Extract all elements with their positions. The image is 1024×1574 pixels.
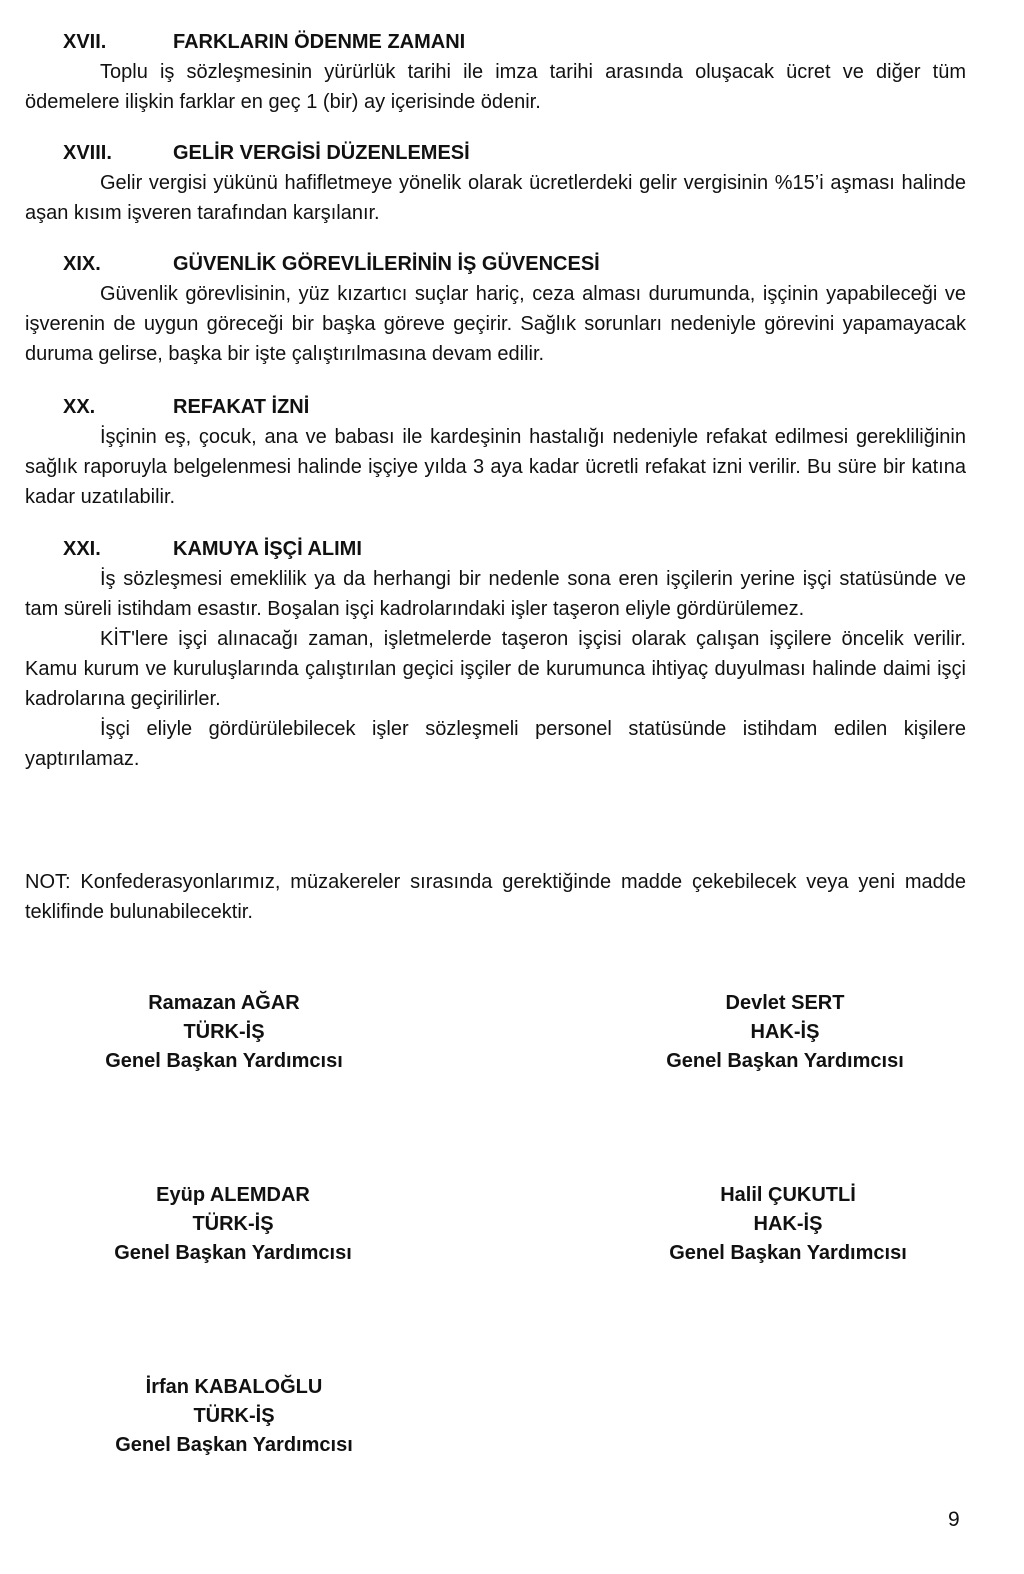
- article-heading: [25, 392, 966, 422]
- article-paragraph: Güvenlik görevlisinin, yüz kızartıcı suçlar hariç, ceza alması durumunda, işçinin yapabileceği ve işverenin de uygun göreceği bir başka göreve geçirir. Sağlık sorunları nedeniyle görevini yapamayacak duruma gelirse, başka bir işte çalıştırılmasına devam edilir.: [25, 283, 966, 365]
- signatory-organization: HAK-İŞ: [753, 1213, 823, 1235]
- article-paragraph: Gelir vergisi yükünü hafifletmeye yönelik olarak ücretlerdeki gelir vergisinin %15’i aşması halinde aşan kısım işveren tarafından karşılanır.: [25, 172, 966, 224]
- article-number: XVII.: [63, 31, 107, 53]
- signature-block: [24, 989, 424, 1076]
- signature-block: [588, 1181, 988, 1268]
- article-title: GÜVENLİK GÖREVLİLERİNİN İŞ GÜVENCESİ: [173, 253, 600, 275]
- article-xix: [25, 249, 966, 369]
- article-title: GELİR VERGİSİ DÜZENLEMESİ: [173, 142, 470, 164]
- signatory-organization: TÜRK-İŞ: [183, 1021, 265, 1043]
- signatory-name: Ramazan AĞAR: [148, 992, 300, 1014]
- article-paragraph: İşçi eliyle gördürülebilecek işler sözleşmeli personel statüsünde istihdam edilen kişilere yaptırılamaz.: [25, 718, 966, 770]
- signatory-role: Genel Başkan Yardımcısı: [669, 1242, 907, 1264]
- article-heading: [25, 27, 966, 57]
- article-paragraph: Toplu iş sözleşmesinin yürürlük tarihi ile imza tarihi arasında oluşacak ücret ve diğer tüm ödemelere ilişkin farklar en geç 1 (bir) ay içerisinde ödenir.: [25, 61, 966, 113]
- signatory-organization: TÜRK-İŞ: [193, 1405, 275, 1427]
- article-title: FARKLARIN ÖDENME ZAMANI: [173, 31, 466, 53]
- article-heading: [25, 249, 966, 279]
- signatory-role: Genel Başkan Yardımcısı: [666, 1050, 904, 1072]
- article-xvii: [25, 27, 966, 117]
- article-number: XIX.: [63, 253, 101, 275]
- signatory-organization: TÜRK-İŞ: [192, 1213, 274, 1235]
- signatory-name: Halil ÇUKUTLİ: [720, 1184, 856, 1206]
- signatory-name: Eyüp ALEMDAR: [156, 1184, 310, 1206]
- signatory-name: İrfan KABALOĞLU: [145, 1376, 323, 1398]
- note-paragraph: NOT: Konfederasyonlarımız, müzakereler sırasında gerektiğinde madde çekebilecek veya yeni madde teklifinde bulunabilecektir.: [25, 871, 966, 923]
- article-paragraph: İş sözleşmesi emeklilik ya da herhangi bir nedenle sona eren işçilerin yerine işçi statüsünde ve tam süreli istihdam esastır. Boşalan işçi kadrolarındaki işler taşeron eliyle gördürülemez.: [25, 568, 966, 620]
- article-xviii: [25, 138, 966, 228]
- article-heading: [25, 138, 966, 168]
- signatory-role: Genel Başkan Yardımcısı: [115, 1434, 353, 1456]
- article-title: REFAKAT İZNİ: [173, 396, 310, 418]
- article-paragraph: KİT'lere işçi alınacağı zaman, işletmelerde taşeron işçisi olarak çalışan işçilere öncelik verilir. Kamu kurum ve kuruluşlarında çalıştırılan geçici işçiler de kurumunca ihtiyaç duyulması halinde daimi işçi kadrolarına geçirilirler.: [25, 628, 966, 710]
- article-number: XXI.: [63, 538, 101, 560]
- signatory-organization: HAK-İŞ: [750, 1021, 820, 1043]
- signatory-role: Genel Başkan Yardımcısı: [105, 1050, 343, 1072]
- page-number: 9: [948, 1508, 960, 1531]
- article-title: KAMUYA İŞÇİ ALIMI: [173, 538, 362, 560]
- article-xxi: [25, 534, 966, 774]
- signature-block: [585, 989, 985, 1076]
- article-heading: [25, 534, 966, 564]
- signature-block: [33, 1181, 433, 1268]
- signature-block: [34, 1373, 434, 1460]
- article-paragraph: İşçinin eş, çocuk, ana ve babası ile kardeşinin hastalığı nedeniyle refakat edilmesi gerekliliğinin sağlık raporuyla belgelenmesi halinde işçiye yılda 3 aya kadar ücretli refakat izni verilir. Bu süre bir katına kadar uzatılabilir.: [25, 426, 966, 508]
- article-xx: [25, 392, 966, 512]
- signatory-name: Devlet SERT: [725, 992, 845, 1014]
- article-number: XVIII.: [63, 142, 112, 164]
- signatory-role: Genel Başkan Yardımcısı: [114, 1242, 352, 1264]
- article-number: XX.: [63, 396, 96, 418]
